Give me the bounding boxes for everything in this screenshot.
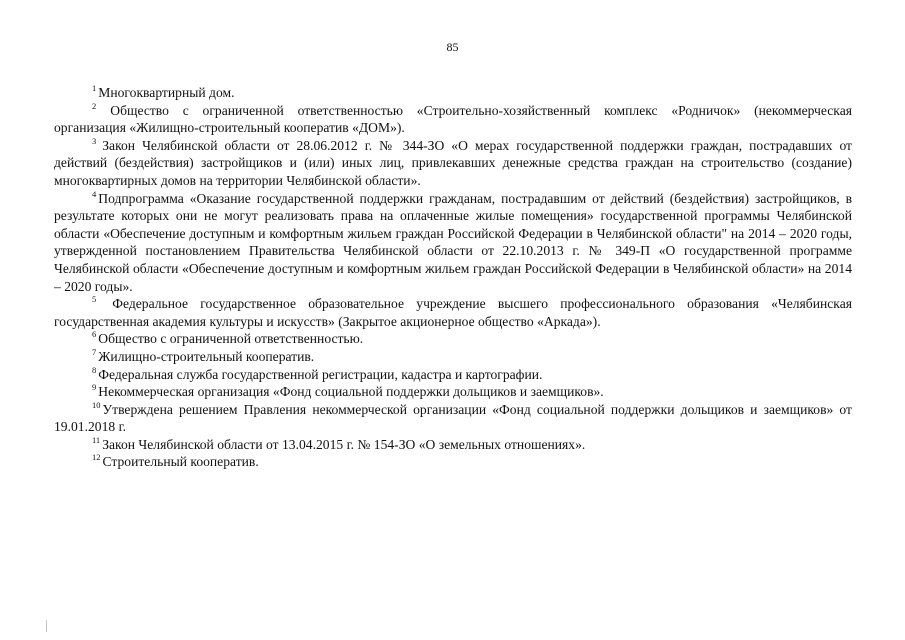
footnote-mark: 5 [92, 294, 97, 305]
footnote-text: Подпрограмма «Оказание государственной поддержки гражданам, пострадавшим от действий (бездействия) застройщиков, в результате которых они не могут реализовать права на оплаченные жилые помещения» государственной программы Челябинской области «Обеспечение доступным и комфортным жильем граждан Российской Федерации в Челябинской области" на 2014 – 2020 годы, утвержденной постановлением Правительства Челябинской области от 22.10.2013 г. № 349-П «О государственной программе Челябинской области «Обеспечение доступным и комфортным жильем граждан Российской Федерации в Челябинской области» на 2014 – 2020 годы». [54, 190, 852, 294]
footnote-mark: 1 [92, 83, 97, 93]
footnote-6 [54, 330, 852, 348]
footnote-mark: 8 [92, 364, 97, 375]
footnote-9 [54, 383, 852, 401]
footnote-mark: 2 [92, 100, 97, 111]
footnote-8 [54, 366, 852, 384]
footnote-mark: 3 [92, 135, 97, 146]
footnote-1 [54, 84, 852, 102]
footnote-2 [54, 102, 852, 137]
footnote-text: Федеральное государственное образовательное учреждение высшего профессионального образования «Челябинская государственная академия культуры и искусств» (Закрытое акционерное общество «Аркада»). [54, 296, 852, 329]
footnote-3 [54, 137, 852, 190]
footnote-mark: 6 [92, 329, 97, 340]
footnote-mark: 10 [92, 399, 101, 410]
footnote-5 [54, 295, 852, 330]
footnote-text: Федеральная служба государственной регистрации, кадастра и картографии. [98, 366, 543, 382]
footnote-7 [54, 348, 852, 366]
footnote-text: Некоммерческая организация «Фонд социальной поддержки дольщиков и заемщиков». [98, 384, 604, 400]
footnotes-section [54, 84, 852, 471]
footnote-4 [54, 190, 852, 296]
footnote-text: Утверждена решением Правления некоммерческой организации «Фонд социальной поддержки дольщиков и заемщиков» от 19.01.2018 г. [54, 401, 852, 435]
page-number: 85 [446, 40, 459, 54]
footnote-mark: 9 [92, 382, 97, 393]
footnote-text: Общество с ограниченной ответственностью. [98, 331, 364, 347]
footnote-text: Многоквартирный дом. [98, 85, 235, 100]
footnote-text: Закон Челябинской области от 28.06.2012 г. № 344-ЗО «О мерах государственной поддержки граждан, пострадавших от действий (бездействия) застройщиков и (или) иных лиц, привлекавших денежные средства граждан на строительство (создание) многоквартирных домов на территории Челябинской области». [54, 137, 852, 188]
footnote-11 [54, 436, 852, 454]
footnote-mark: 11 [92, 434, 101, 445]
footnote-text: Жилищно-строительный кооператив. [98, 348, 315, 364]
footnote-12 [54, 453, 852, 471]
footnote-mark: 12 [92, 452, 101, 463]
scan-artifact-mark [46, 620, 50, 632]
footnote-text: Строительный кооператив. [102, 454, 259, 470]
footnote-mark: 4 [92, 188, 97, 199]
footnote-text: Общество с ограниченной ответственностью «Строительно-хозяйственный комплекс «Родничок» (некоммерческая организация «Жилищно-строительный кооператив «ДОМ»). [54, 102, 852, 136]
footnote-10 [54, 401, 852, 436]
footnote-text: Закон Челябинской области от 13.04.2015 г. № 154-ЗО «О земельных отношениях». [102, 436, 586, 452]
footnote-mark: 7 [92, 346, 97, 357]
